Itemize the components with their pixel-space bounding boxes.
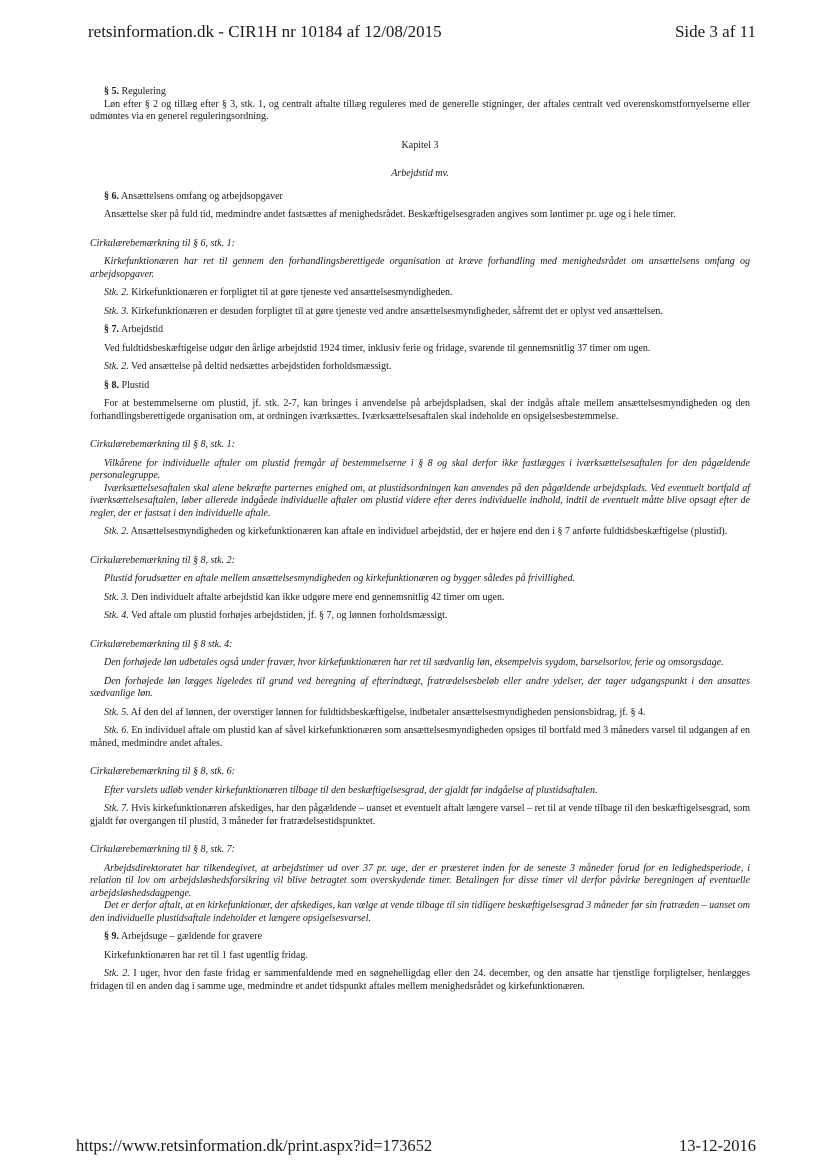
section-8-stk-7: Stk. 7. Hvis kirkefunktionæren afskediges, har den pågældende – uanset et eventuelt aftalt længere varsel – ret til at vende tilbage til den beskæftigelsesgrad, som gjaldt før overgangen til plustid, 3 måneder før fratrædelsestidspunktet. xyxy=(90,803,751,827)
chapter-number: Kapitel 3 xyxy=(401,139,439,151)
section-6-stk-3: Stk. 3. Kirkefunktionæren er desuden forpligtet til at gøre tjeneste ved andre ansættelsesmyndigheder, såfremt det er oplyst ved ansættelsen. xyxy=(104,305,663,317)
document-reference: retsinformation.dk - CIR1H nr 10184 af 12/08/2015 xyxy=(88,22,442,41)
circular-note-text: Vilkårene for individuelle aftaler om plustid fremgår af bestemmelserne i § 8 og skal derfor ikke fastlægges i iværksættelsesaftalen for den pågældende personalegruppe. xyxy=(90,457,750,481)
page-number: Side 3 af 11 xyxy=(674,22,756,41)
page-footer xyxy=(76,1136,756,1158)
section-8-stk-2: Stk. 2. Ansættelsesmyndigheden og kirkefunktionæren kan aftale en individuel arbejdstid, der er højere end den i § 7 anførte fuldtidsbeskæftigelse (plustid). xyxy=(104,526,728,537)
section-heading-7: § 7. Arbejdstid xyxy=(104,324,164,335)
circular-note-heading: Cirkulærebemærkning til § 6, stk. 1: xyxy=(90,237,235,249)
section-6-stk-2: Stk. 2. Kirkefunktionæren er forpligtet til at gøre tjeneste ved ansættelsesmyndigheden. xyxy=(104,287,453,298)
section-9-text: Kirkefunktionæren har ret til 1 fast ugentlig fridag. xyxy=(104,949,308,961)
print-date: 13-12-2016 xyxy=(679,1136,756,1155)
document-body xyxy=(90,86,750,993)
section-heading-6: § 6. Ansættelsens omfang og arbejdsopgaver xyxy=(104,190,283,202)
section-7-stk-2: Stk. 2. Ved ansættelse på deltid nedsættes arbejdstiden forholdsmæssigt. xyxy=(104,361,392,372)
circular-note-heading: Cirkulærebemærkning til § 8 stk. 4: xyxy=(90,638,233,650)
circular-note-text: Den forhøjede løn udbetales også under fravær, hvor kirkefunktionæren har ret til sædvanlig løn, eksempelvis sygdom, barselsorlov, ferie og omsorgsdage. xyxy=(104,657,724,668)
page-header xyxy=(88,22,756,48)
section-9-stk-2: Stk. 2. I uger, hvor den faste fridag er sammenfaldende med en søgnehelligdag eller den 24. december, og den ansatte har tjenstlige forpligtelser, henlægges fridagen til en anden dag i samme uge, medmindre et andet tidspunkt aftales mellem menighedsrådet og kirkefunktionæren. xyxy=(90,968,751,992)
section-8-stk-6: Stk. 6. En individuel aftale om plustid kan af såvel kirkefunktionæren som ansættelsesmyndigheden opsiges til bortfald med 3 måneders varsel til udgangen af en måned, medmindre andet aftales. xyxy=(90,725,751,749)
circular-note-text: Efter varslets udløb vender kirkefunktionæren tilbage til den beskæftigelsesgrad, der gjaldt før indgåelse af plustidsaftalen. xyxy=(104,784,598,796)
circular-note-heading: Cirkulærebemærkning til § 8, stk. 7: xyxy=(90,844,235,855)
section-8-stk-4: Stk. 4. Ved aftale om plustid forhøjes arbejdstiden, jf. § 7, og lønnen forholdsmæssigt. xyxy=(104,610,448,621)
circular-note-text: Plustid forudsætter en aftale mellem ansættelsesmyndigheden og kirkefunktionæren og bygger således på frivillighed. xyxy=(104,573,575,584)
section-heading-9: § 9. Arbejdsuge – gældende for gravere xyxy=(104,931,263,942)
circular-note-text: Den forhøjede løn lægges ligeledes til grund ved beregning af efterindtægt, fratrædelsesbeløb eller andre ydelser, der tager udgangspunkt i den ansattes sædvanlige løn. xyxy=(90,675,750,699)
chapter-title: Arbejdstid mv. xyxy=(391,168,449,179)
circular-note-heading: Cirkulærebemærkning til § 8, stk. 1: xyxy=(90,439,235,450)
section-8-text: For at bestemmelserne om plustid, jf. stk. 2-7, kan bringes i anvendelse på arbejdspladsen, skal der indgås aftale mellem ansættelsesmyndigheden og den forhandlingsberettigede organisation om, at ordningen iværksættes. Iværksættelsesaftalen skal indeholde en opsigelsesbestemmelse. xyxy=(90,398,750,422)
source-url: https://www.retsinformation.dk/print.aspx?id=173652 xyxy=(76,1136,433,1155)
circular-note-heading: Cirkulærebemærkning til § 8, stk. 6: xyxy=(90,766,235,777)
circular-note-text: Arbejdsdirektoratet har tilkendegivet, at arbejdstimer ud over 37 pr. uge, der er præsteret inden for de seneste 3 måneder forud for en ledighedsperiode, i relation til lov om arbejdsløshedsforsikring vil blive betragtet som overskydende timer. Betalingen for disse timer vil derfor påvirke beregningen af eventuelle arbejdsløshedsdagpenge. xyxy=(90,862,750,899)
section-7-text: Ved fuldtidsbeskæftigelse udgør den årlige arbejdstid 1924 timer, inklusiv ferie og fridage, svarende til gennemsnitlig 37 timer om ugen. xyxy=(104,342,651,354)
circular-note-text: Kirkefunktionæren har ret til gennem den forhandlingsberettigede organisation at kræve forhandling med menighedsrådet om ansættelsens omfang og arbejdsopgaver. xyxy=(90,256,750,280)
circular-note-heading: Cirkulærebemærkning til § 8, stk. 2: xyxy=(90,554,235,566)
section-heading-8: § 8. Plustid xyxy=(104,379,150,391)
section-heading-5: § 5. Regulering xyxy=(104,86,166,97)
circular-note-text: Det er derfor aftalt, at en kirkefunktionær, der afskediges, kan vælge at vende tilbage til sin tidligere beskæftigelsesgrad 3 måneder før sin fratræden – uanset om den individuelle plustidsaftale indeholder et længere opsigelsesvarsel. xyxy=(90,900,750,924)
section-6-text: Ansættelse sker på fuld tid, medmindre andet fastsættes af menighedsrådet. Beskæftigelsesgraden angives som løntimer pr. uge og i hele timer. xyxy=(104,209,676,220)
circular-note-text: Iværksættelsesaftalen skal alene bekræfte parternes enighed om, at plustidsordningen kan anvendes på den pågældende arbejdsplads. Ved eventuelt bortfald af iværksættelsesaftalen, løber allerede indgåede individuelle aftaler om plustid videre efter deres individuelle indhold, indtil de eventuelt måtte blive opsagt efter de regler, der er fastsat i den individuelle aftale. xyxy=(90,482,750,519)
section-5-text: Løn efter § 2 og tillæg efter § 3, stk. 1, og centralt aftalte tillæg reguleres med de generelle stigninger, der aftales centralt ved overenskomstfornyelserne eller udmøntes via en generel reguleringsordning. xyxy=(90,98,750,122)
section-8-stk-3: Stk. 3. Den individuelt aftalte arbejdstid kan ikke udgøre mere end gennemsnitlig 42 timer om ugen. xyxy=(104,591,505,603)
section-8-stk-5: Stk. 5. Af den del af lønnen, der overstiger lønnen for fuldtidsbeskæftigelse, indbetaler ansættelsesmyndigheden pensionsbidrag, jf. § 4. xyxy=(104,706,646,718)
